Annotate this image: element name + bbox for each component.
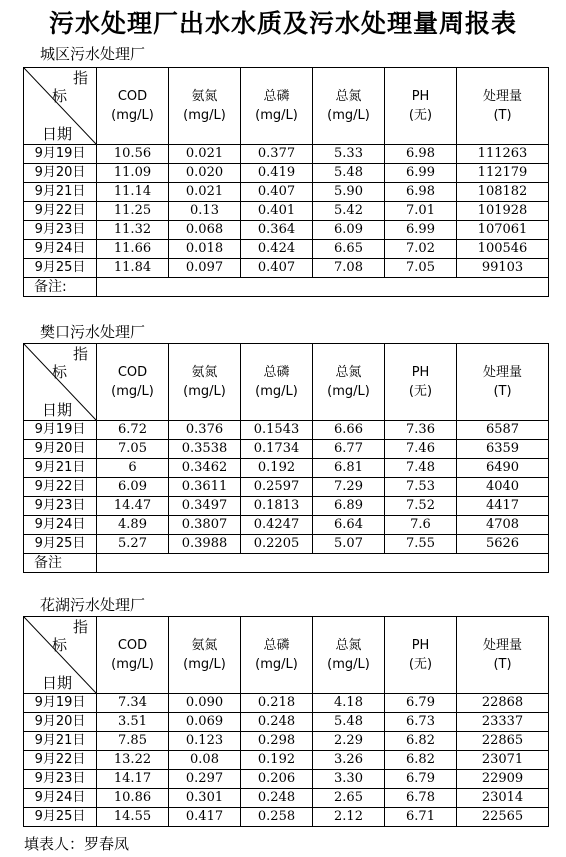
value-cell: 0.2205 — [241, 535, 313, 554]
value-cell: 0.068 — [169, 221, 241, 240]
value-cell: 0.206 — [241, 770, 313, 789]
value-cell: 6359 — [457, 440, 549, 459]
header-date: 日期 — [42, 125, 73, 143]
column-header — [169, 344, 241, 421]
table-row — [24, 732, 549, 751]
diagonal-header-cell — [24, 68, 97, 145]
header-biao: 标 — [52, 87, 68, 105]
column-name: PH — [411, 89, 430, 104]
column-name: 处理量 — [482, 89, 522, 104]
value-cell: 11.09 — [97, 164, 169, 183]
value-cell: 6.65 — [313, 240, 385, 259]
value-cell: 11.14 — [97, 183, 169, 202]
table-row — [24, 516, 549, 535]
value-cell: 6.82 — [385, 732, 457, 751]
column-unit: (mg/L) — [327, 657, 370, 672]
column-unit: (无) — [408, 108, 433, 123]
column-name: COD — [117, 365, 148, 380]
value-cell: 0.2597 — [241, 478, 313, 497]
date-cell: 9月24日 — [24, 240, 97, 259]
note-row — [24, 554, 549, 573]
header-row — [24, 68, 549, 145]
value-cell: 0.3462 — [169, 459, 241, 478]
value-cell: 0.021 — [169, 183, 241, 202]
column-name: PH — [411, 365, 430, 380]
value-cell: 0.301 — [169, 789, 241, 808]
column-header — [241, 68, 313, 145]
value-cell: 0.417 — [169, 808, 241, 827]
value-cell: 11.25 — [97, 202, 169, 221]
value-cell: 7.6 — [385, 516, 457, 535]
value-cell: 99103 — [457, 259, 549, 278]
value-cell: 7.46 — [385, 440, 457, 459]
value-cell: 0.192 — [241, 751, 313, 770]
value-cell: 7.52 — [385, 497, 457, 516]
date-cell: 9月25日 — [24, 259, 97, 278]
value-cell: 7.55 — [385, 535, 457, 554]
value-cell: 11.66 — [97, 240, 169, 259]
section-label-fankou: 樊口污水处理厂 — [40, 323, 146, 341]
table-row — [24, 459, 549, 478]
date-cell: 9月19日 — [24, 145, 97, 164]
value-cell: 0.08 — [169, 751, 241, 770]
value-cell: 6.98 — [385, 183, 457, 202]
value-cell: 6.77 — [313, 440, 385, 459]
value-cell: 107061 — [457, 221, 549, 240]
value-cell: 6.73 — [385, 713, 457, 732]
value-cell: 0.192 — [241, 459, 313, 478]
column-header — [241, 344, 313, 421]
value-cell: 22865 — [457, 732, 549, 751]
value-cell: 0.1734 — [241, 440, 313, 459]
column-header — [385, 344, 457, 421]
value-cell: 108182 — [457, 183, 549, 202]
value-cell: 0.3497 — [169, 497, 241, 516]
value-cell: 6.72 — [97, 421, 169, 440]
diagonal-header-cell — [24, 344, 97, 421]
value-cell: 22565 — [457, 808, 549, 827]
value-cell: 0.297 — [169, 770, 241, 789]
value-cell: 0.13 — [169, 202, 241, 221]
table-row — [24, 751, 549, 770]
value-cell: 5.48 — [313, 713, 385, 732]
column-unit: (mg/L) — [111, 384, 154, 399]
value-cell: 6.66 — [313, 421, 385, 440]
value-cell: 7.01 — [385, 202, 457, 221]
column-unit: (T) — [493, 384, 512, 399]
diagonal-header-cell — [24, 617, 97, 694]
value-cell: 0.021 — [169, 145, 241, 164]
value-cell: 11.84 — [97, 259, 169, 278]
column-unit: (mg/L) — [183, 384, 226, 399]
value-cell: 11.32 — [97, 221, 169, 240]
column-header — [97, 344, 169, 421]
value-cell: 22909 — [457, 770, 549, 789]
column-header — [169, 68, 241, 145]
note-value — [97, 554, 549, 573]
value-cell: 6.79 — [385, 770, 457, 789]
table-row — [24, 259, 549, 278]
value-cell: 5626 — [457, 535, 549, 554]
date-cell: 9月25日 — [24, 535, 97, 554]
report-title: 污水处理厂出水水质及污水处理量周报表 — [48, 9, 517, 38]
note-row — [24, 278, 549, 297]
value-cell: 4.89 — [97, 516, 169, 535]
column-unit: (mg/L) — [327, 108, 370, 123]
value-cell: 5.42 — [313, 202, 385, 221]
column-unit: (mg/L) — [255, 657, 298, 672]
table-row — [24, 202, 549, 221]
value-cell: 101928 — [457, 202, 549, 221]
table-row — [24, 240, 549, 259]
column-name: COD — [117, 638, 148, 653]
column-name: 氨氮 — [191, 89, 218, 104]
column-header — [97, 617, 169, 694]
table-row — [24, 535, 549, 554]
value-cell: 6.71 — [385, 808, 457, 827]
value-cell: 0.1543 — [241, 421, 313, 440]
header-zhi: 指 — [72, 69, 88, 87]
value-cell: 7.53 — [385, 478, 457, 497]
table-row — [24, 694, 549, 713]
value-cell: 0.3988 — [169, 535, 241, 554]
column-unit: (无) — [408, 384, 433, 399]
column-header — [385, 617, 457, 694]
date-cell: 9月21日 — [24, 459, 97, 478]
value-cell: 23071 — [457, 751, 549, 770]
value-cell: 6.64 — [313, 516, 385, 535]
table-chengqu — [23, 67, 549, 297]
value-cell: 0.3611 — [169, 478, 241, 497]
table-huahu — [23, 616, 549, 827]
value-cell: 4.18 — [313, 694, 385, 713]
date-cell: 9月19日 — [24, 421, 97, 440]
value-cell: 0.090 — [169, 694, 241, 713]
value-cell: 3.51 — [97, 713, 169, 732]
date-cell: 9月22日 — [24, 751, 97, 770]
table-row — [24, 497, 549, 516]
value-cell: 7.34 — [97, 694, 169, 713]
value-cell: 0.018 — [169, 240, 241, 259]
section-label-chengqu: 城区污水处理厂 — [40, 45, 146, 63]
value-cell: 14.17 — [97, 770, 169, 789]
value-cell: 10.56 — [97, 145, 169, 164]
date-cell: 9月24日 — [24, 516, 97, 535]
value-cell: 0.298 — [241, 732, 313, 751]
table-row — [24, 164, 549, 183]
value-cell: 10.86 — [97, 789, 169, 808]
value-cell: 7.48 — [385, 459, 457, 478]
value-cell: 3.26 — [313, 751, 385, 770]
value-cell: 0.407 — [241, 183, 313, 202]
column-unit: (T) — [493, 657, 512, 672]
value-cell: 7.05 — [97, 440, 169, 459]
date-cell: 9月20日 — [24, 164, 97, 183]
table-row — [24, 421, 549, 440]
column-name: 总磷 — [263, 89, 290, 104]
date-cell: 9月20日 — [24, 713, 97, 732]
value-cell: 0.401 — [241, 202, 313, 221]
table-fankou — [23, 343, 549, 573]
column-name: 总磷 — [263, 365, 290, 380]
column-name: 氨氮 — [191, 365, 218, 380]
column-name: 处理量 — [482, 638, 522, 653]
header-row — [24, 617, 549, 694]
value-cell: 6.09 — [97, 478, 169, 497]
value-cell: 6.82 — [385, 751, 457, 770]
value-cell: 0.3538 — [169, 440, 241, 459]
value-cell: 0.407 — [241, 259, 313, 278]
table-row — [24, 789, 549, 808]
value-cell: 0.069 — [169, 713, 241, 732]
value-cell: 0.377 — [241, 145, 313, 164]
value-cell: 0.376 — [169, 421, 241, 440]
value-cell: 6 — [97, 459, 169, 478]
value-cell: 0.218 — [241, 694, 313, 713]
column-name: 总氮 — [335, 638, 362, 653]
column-header — [169, 617, 241, 694]
value-cell: 6.99 — [385, 164, 457, 183]
column-header — [457, 344, 549, 421]
date-cell: 9月21日 — [24, 183, 97, 202]
table-row — [24, 808, 549, 827]
date-cell: 9月19日 — [24, 694, 97, 713]
header-biao: 标 — [52, 363, 68, 381]
value-cell: 7.02 — [385, 240, 457, 259]
table-row — [24, 440, 549, 459]
value-cell: 2.29 — [313, 732, 385, 751]
table-row — [24, 713, 549, 732]
column-name: 处理量 — [482, 365, 522, 380]
date-cell: 9月24日 — [24, 789, 97, 808]
value-cell: 22868 — [457, 694, 549, 713]
value-cell: 6.99 — [385, 221, 457, 240]
header-date: 日期 — [42, 401, 73, 419]
date-cell: 9月22日 — [24, 202, 97, 221]
value-cell: 13.22 — [97, 751, 169, 770]
column-unit: (mg/L) — [255, 384, 298, 399]
column-unit: (mg/L) — [111, 657, 154, 672]
column-header — [313, 344, 385, 421]
date-cell: 9月21日 — [24, 732, 97, 751]
form-filler: 填表人：罗春凤 — [24, 835, 130, 853]
table-row — [24, 145, 549, 164]
value-cell: 0.1813 — [241, 497, 313, 516]
value-cell: 0.3807 — [169, 516, 241, 535]
column-header — [385, 68, 457, 145]
column-unit: (mg/L) — [111, 108, 154, 123]
value-cell: 2.65 — [313, 789, 385, 808]
date-cell: 9月20日 — [24, 440, 97, 459]
value-cell: 5.90 — [313, 183, 385, 202]
header-row — [24, 344, 549, 421]
column-unit: (mg/L) — [255, 108, 298, 123]
value-cell: 5.48 — [313, 164, 385, 183]
value-cell: 0.419 — [241, 164, 313, 183]
column-header — [97, 68, 169, 145]
table-row — [24, 221, 549, 240]
value-cell: 0.424 — [241, 240, 313, 259]
note-value — [97, 278, 549, 297]
value-cell: 0.123 — [169, 732, 241, 751]
column-name: 总磷 — [263, 638, 290, 653]
value-cell: 3.30 — [313, 770, 385, 789]
column-unit: (mg/L) — [183, 108, 226, 123]
value-cell: 6.89 — [313, 497, 385, 516]
value-cell: 100546 — [457, 240, 549, 259]
column-header — [313, 68, 385, 145]
column-name: 总氮 — [335, 365, 362, 380]
column-name: 氨氮 — [191, 638, 218, 653]
column-unit: (T) — [493, 108, 512, 123]
table-row — [24, 770, 549, 789]
date-cell: 9月23日 — [24, 221, 97, 240]
value-cell: 7.85 — [97, 732, 169, 751]
value-cell: 0.364 — [241, 221, 313, 240]
header-zhi: 指 — [72, 345, 88, 363]
header-date: 日期 — [42, 674, 73, 692]
note-label: 备注 — [24, 554, 97, 573]
column-header — [457, 68, 549, 145]
value-cell: 7.29 — [313, 478, 385, 497]
value-cell: 0.248 — [241, 713, 313, 732]
value-cell: 0.097 — [169, 259, 241, 278]
note-label: 备注: — [24, 278, 97, 297]
column-unit: (mg/L) — [183, 657, 226, 672]
date-cell: 9月22日 — [24, 478, 97, 497]
column-header — [241, 617, 313, 694]
column-name: PH — [411, 638, 430, 653]
value-cell: 0.020 — [169, 164, 241, 183]
value-cell: 23337 — [457, 713, 549, 732]
value-cell: 4040 — [457, 478, 549, 497]
value-cell: 6.78 — [385, 789, 457, 808]
value-cell: 6490 — [457, 459, 549, 478]
value-cell: 7.36 — [385, 421, 457, 440]
value-cell: 0.248 — [241, 789, 313, 808]
column-header — [457, 617, 549, 694]
column-header — [313, 617, 385, 694]
header-biao: 标 — [52, 636, 68, 654]
section-label-huahu: 花湖污水处理厂 — [40, 596, 146, 614]
value-cell: 6.98 — [385, 145, 457, 164]
value-cell: 5.07 — [313, 535, 385, 554]
date-cell: 9月23日 — [24, 497, 97, 516]
value-cell: 5.33 — [313, 145, 385, 164]
table-row — [24, 183, 549, 202]
column-name: 总氮 — [335, 89, 362, 104]
value-cell: 14.55 — [97, 808, 169, 827]
column-name: COD — [117, 89, 148, 104]
value-cell: 7.05 — [385, 259, 457, 278]
value-cell: 23014 — [457, 789, 549, 808]
value-cell: 14.47 — [97, 497, 169, 516]
value-cell: 4708 — [457, 516, 549, 535]
value-cell: 6.81 — [313, 459, 385, 478]
value-cell: 0.258 — [241, 808, 313, 827]
value-cell: 111263 — [457, 145, 549, 164]
value-cell: 2.12 — [313, 808, 385, 827]
value-cell: 6.09 — [313, 221, 385, 240]
value-cell: 5.27 — [97, 535, 169, 554]
value-cell: 7.08 — [313, 259, 385, 278]
column-unit: (mg/L) — [327, 384, 370, 399]
value-cell: 0.4247 — [241, 516, 313, 535]
date-cell: 9月25日 — [24, 808, 97, 827]
header-zhi: 指 — [72, 618, 88, 636]
value-cell: 112179 — [457, 164, 549, 183]
value-cell: 6.79 — [385, 694, 457, 713]
date-cell: 9月23日 — [24, 770, 97, 789]
table-row — [24, 478, 549, 497]
value-cell: 4417 — [457, 497, 549, 516]
column-unit: (无) — [408, 657, 433, 672]
value-cell: 6587 — [457, 421, 549, 440]
